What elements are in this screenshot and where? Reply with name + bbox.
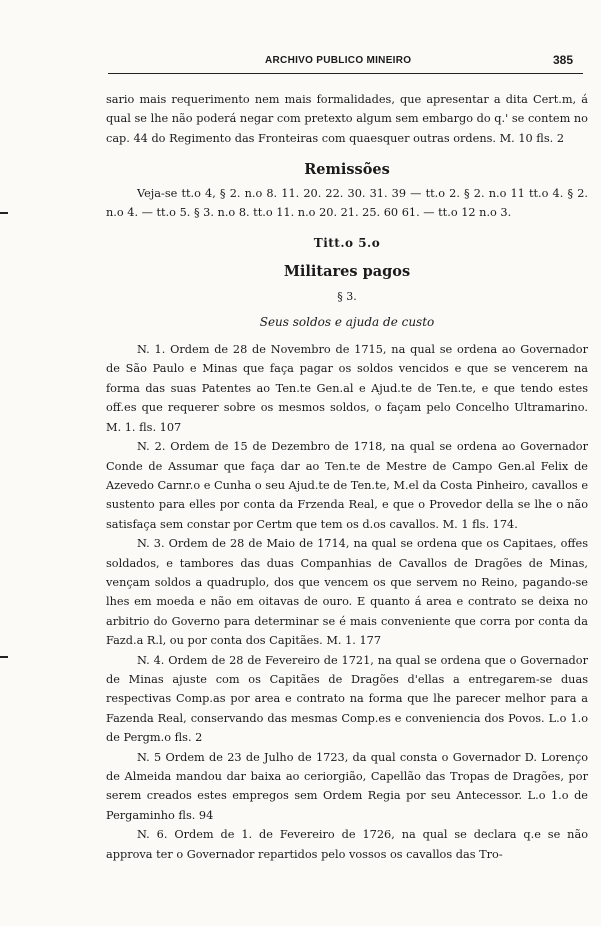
running-title: ARCHIVO PUBLICO MINEIRO bbox=[265, 55, 412, 66]
page-body bbox=[106, 90, 588, 864]
title-number: Titt.o 5.o bbox=[313, 236, 381, 251]
entry-paragraph: N. 5 Ordem de 23 de Julho de 1723, da qual consta o Governador D. Lorenço de Almeida mandou dar baixa ao ceriorgião, Capellão das Tropas de Dragões, por serem creados estes empregos sem Ordem Regia por seu Antecessor. L.o 1.o de Pergaminho fls. 94 bbox=[106, 750, 588, 822]
intro-paragraph: sario mais requerimento nem mais formalidades, que apresentar a dita Cert.m, á qual se lhe não poderá negar com pretexto algum sem embargo do q.' se contem no cap. 44 do Regimento das Fronteiras com quaesquer outras ordens. M. 10 fls. 2 bbox=[106, 93, 588, 145]
margin-mark bbox=[0, 212, 8, 214]
entry-paragraph: N. 6. Ordem de 1. de Fevereiro de 1726, na qual se declara q.e se não approva ter o Governador repartidos pelo vossos os cavallos das Tro- bbox=[106, 828, 588, 861]
header-rule bbox=[108, 73, 583, 74]
page-header bbox=[110, 51, 581, 73]
entry-paragraph: N. 4. Ordem de 28 de Fevereiro de 1721, na qual se ordena que o Governador de Minas ajuste com os Capitães de Dragões d'ellas a entregarem-se duas respectivas Comp.as por area e contrato na forma que lhe parecer melhor para a Fazenda Real, conservando das mesmas Comp.es e conveniencia dos Povos. L.o 1.o de Pergm.o fls. 2 bbox=[106, 653, 588, 745]
remissoes-text: Veja-se tt.o 4, § 2. n.o 8. 11. 20. 22. 30. 31. 39 — tt.o 2. § 2. n.o 11 tt.o 4. § 2. n.o 4. — tt.o 5. § 3. n.o 8. tt.o 11. n.o 20. 21. 25. 60 61. — tt.o 12 n.o 3. bbox=[106, 186, 588, 220]
remissoes-heading: Remissões bbox=[304, 161, 390, 179]
entry-paragraph: N. 3. Ordem de 28 de Maio de 1714, na qual se ordena que os Capitaes, offes soldados, e tambores das duas Companhias de Cavallos de Dragões de Minas, vençam soldos a quadruplo, dos que vencem os que servem no Reino, pagando-se lhes em moeda e não em oitavas de ouro. E quanto á area e contrato se deixa no arbitrio do Governo para determinar se é mais conveniente que corra por conta da Fazd.a R.l, ou por conta dos Capitães. M. 1. 177 bbox=[106, 537, 588, 648]
section-title: Militares pagos bbox=[283, 262, 411, 280]
page-number: 385 bbox=[552, 53, 573, 67]
margin-mark bbox=[0, 656, 8, 658]
section-subtitle: Seus soldos e ajuda de custo bbox=[259, 314, 435, 329]
entry-paragraph: N. 2. Ordem de 15 de Dezembro de 1718, na qual se ordena ao Governador Conde de Assumar que faça dar ao Ten.te de Mestre de Campo Gen.al Felix de Azevedo Carnr.o e Cunha o seu Ajud.te de Ten.te, M.el da Costa Pinheiro, cavallos e sustento para elles por conta da Frzenda Real, e que o Provedor della se lhe o não satisfaça sem constar por Certm que tem os d.os cavallos. M. 1 fls. 174. bbox=[106, 440, 588, 531]
paragraph-sign: § 3. bbox=[337, 290, 357, 304]
entry-paragraph: N. 1. Ordem de 28 de Novembro de 1715, na qual se ordena ao Governador de São Paulo e Minas que faça pagar os soldos vencidos e que se vencerem na forma das suas Patentes ao Ten.te Gen.al e Ajud.te de Ten.te, e que tendo estes off.es que requerer sobre os mesmos soldos, o façam pelo Concelho Ultramarino. M. 1. fls. 107 bbox=[106, 343, 588, 434]
